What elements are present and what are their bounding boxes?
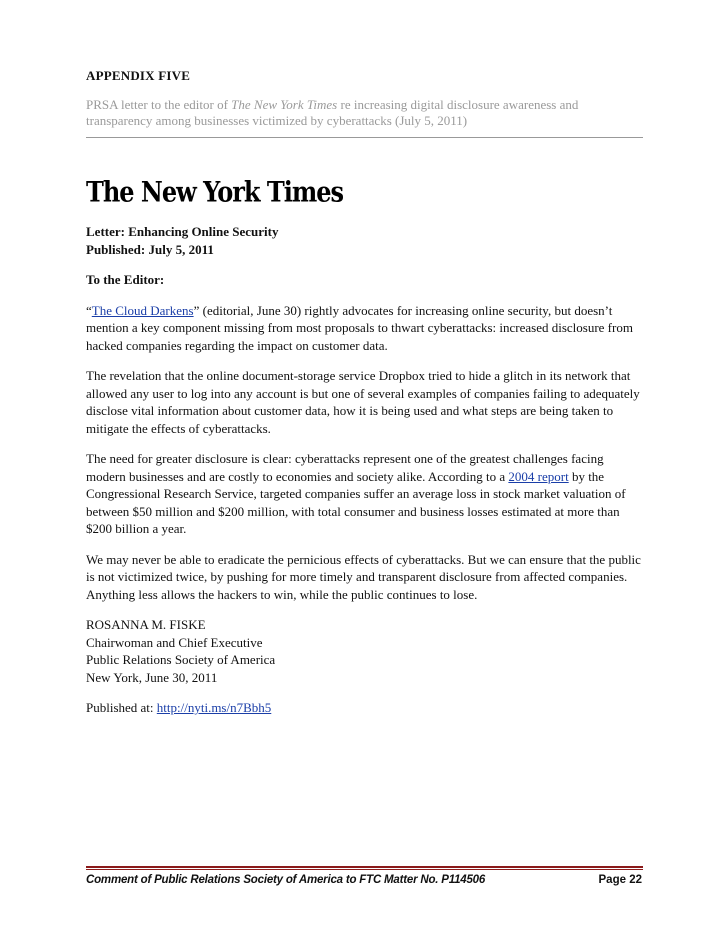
subtitle-text-end: re increasing digital disclosure awareness and transparency among businesses victimized by cyberattacks (July 5, 2011) [86,97,579,128]
appendix-heading: APPENDIX FIVE [86,68,191,83]
signature-place-date: New York, June 30, 2011 [86,669,218,685]
subtitle-publication: The New York Times [231,97,338,112]
paragraph-1-text: ” (editorial, June 30) rightly advocates for increasing online security, but doesn’t mention a key component missing from most proposals to thwart cyberattacks: increased disclosure from hacked companies regarding the impact on customer data. [86,302,633,353]
open-quote: “ [86,302,92,318]
letter-title: Letter: Enhancing Online Security [86,224,279,239]
paragraph-3-text-start: The need for greater disclosure is clear: cyberattacks represent one of the greatest challenges facing modern businesses and are costly to economies and society alike. According to a [86,451,604,484]
paragraph-2: The revelation that the online document-storage service Dropbox tried to hide a glitch in its network that allowed any user to log into any account is but one of several examples of companies failing to adequately disclose vital information about customer data, how it is being used and what steps are being taken to mitigate the effects of cyberattacks. [86,368,640,436]
signature-block [86,616,646,686]
footer-caption: Comment of Public Relations Society of America to FTC Matter No. P114506 [86,874,486,886]
report-2004-link[interactable]: 2004 report [508,468,569,484]
header-divider [86,137,643,138]
appendix-subtitle [86,97,646,129]
page-number: Page 22 [598,874,642,886]
paragraph-4: We may never be able to eradicate the pernicious effects of cyberattacks. But we can ensure that the public is not victimized twice, by pushing for more timely and transparent disclosure from affected companies. Anything less allows the hackers to win, while the public continues to lose. [86,551,641,602]
signature-name: ROSANNA M. FISKE [86,617,206,632]
published-at-link[interactable]: http://nyti.ms/n7Bbh5 [156,700,272,715]
letter-body [86,223,646,730]
letter-salutation: To the Editor: [86,272,165,287]
nyt-logo: The New York Times [86,175,343,209]
signature-org: Public Relations Society of America [86,652,276,667]
letter-published-date: Published: July 5, 2011 [86,241,214,257]
paragraph-1 [86,302,646,355]
signature-role: Chairwoman and Chief Executive [86,634,263,650]
subtitle-text-start: PRSA letter to the editor of [86,97,232,112]
published-at-label: Published at: [86,700,157,715]
published-at [86,699,646,717]
paragraph-3-text-end: by the Congressional Research Service, targeted companies suffer an average loss in stock market valuation of between $50 million and $200 million, with total consumer and business losses estimated at more than $200 billion a year. [86,468,626,536]
footer-divider-thick [86,866,643,868]
paragraph-3 [86,450,646,538]
cloud-darkens-link[interactable]: The Cloud Darkens [91,302,194,318]
footer-divider-thin [86,869,643,870]
